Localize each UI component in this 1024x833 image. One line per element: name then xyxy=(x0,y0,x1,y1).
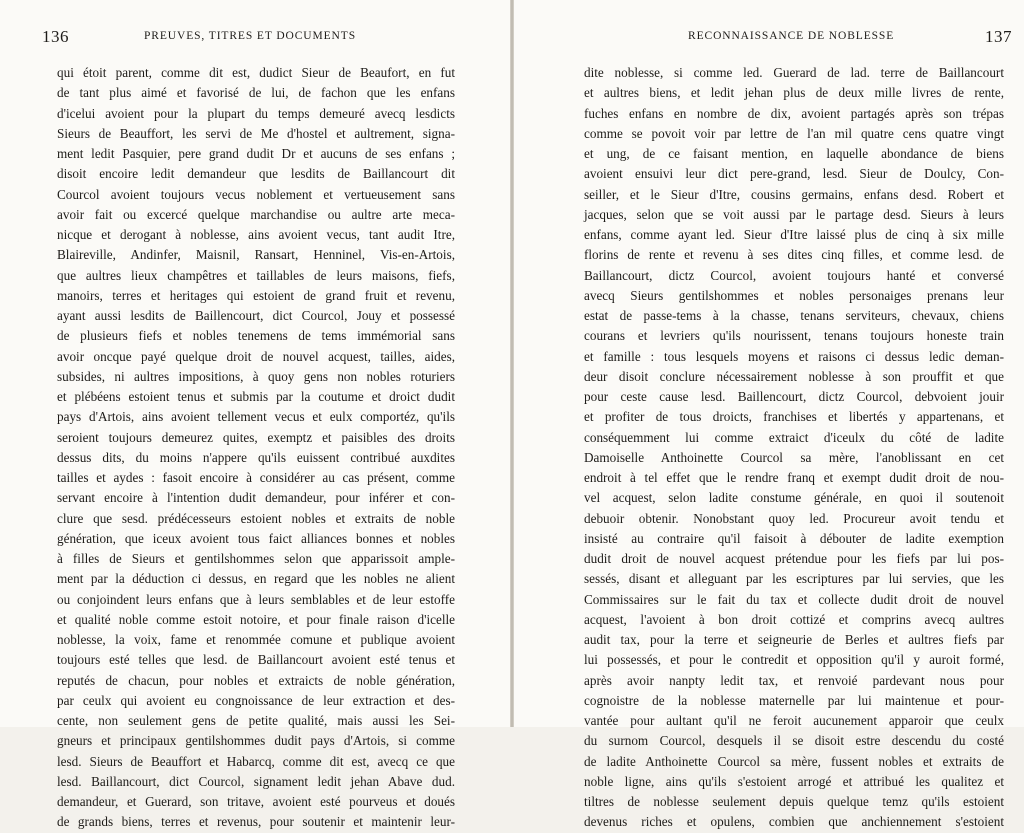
text-line: audit tax, pour la terre et seigneurie de Berles et aultres fiefs par xyxy=(584,632,1004,647)
text-line: acquest, l'avoient à bon droit cottizé et comprins avecq aultres xyxy=(584,611,1004,627)
text-line: lesd. Baillancourt, dict Courcol, signament ledit jehan Abave dud. xyxy=(57,773,455,789)
text-line: subsides, ni aultres impositions, à quoy gens non nobles roturiers xyxy=(57,368,455,384)
text-line: conséquemment lui comme extraict d'iceulx du côté de ladite xyxy=(584,429,1004,445)
right-header-title: RECONNAISSANCE DE NOBLESSE xyxy=(688,30,895,42)
text-line: Commissaires sur le fait du tax et collecte dudit droit de nouvel xyxy=(584,591,1004,607)
text-line: devenus riches et opulens, combien que anchiennement s'estoient xyxy=(584,814,1004,830)
text-line: comme se povoit voir par lettre de l'an mil quatre cens quatre vingt xyxy=(584,125,1004,141)
text-line: après avoir nanpty ledit tax, et renvoié pardevant nous pour xyxy=(584,672,1004,688)
text-line: deur disoit conclure nécessairement noblesse à son prouffit et que xyxy=(584,368,1004,384)
text-line: seiller, et le Sieur d'Itre, cousins germains, enfans desd. Robert et xyxy=(584,186,1004,202)
text-line: et aultres biens, et ledit jehan plus de deux mille livres de rente, xyxy=(584,85,1004,101)
text-line: que aultres lieux champêtres et taillables de leurs maisons, fiefs, xyxy=(57,267,455,283)
text-line: dessus dits, du moins n'appere qu'ils euissent contribué auxdites xyxy=(57,449,455,465)
text-line: nicque et derogant à noblesse, ains avoient vecus, tant audit Itre, xyxy=(57,227,455,242)
text-line: du surnom Courcol, desquels il se disoit estre descendu du costé xyxy=(584,733,1004,749)
text-line: fuches enfans en nombre de dix, avoient partagés après son trépas xyxy=(584,105,1004,121)
left-page xyxy=(0,0,510,830)
text-line: de plusieurs fiefs et nobles tenemens de tems immémorial sans xyxy=(57,328,455,344)
left-running-head xyxy=(42,27,474,50)
text-line: Damoiselle Anthoinette Courcol sa mère, l'anoblissant en cet xyxy=(584,449,1004,465)
text-line: qui étoit parent, comme dit est, dudict Sieur de Beaufort, en fut xyxy=(57,65,455,80)
text-line: clure que sesd. prédécesseurs estoient nobles et extraits de noble xyxy=(57,510,455,526)
text-line: et profiter de tous droicts, franchises et libertés y appartenans, et xyxy=(584,409,1004,425)
text-line: et qualité noble comme estoit notoire, et pour finale raison d'icelle xyxy=(57,611,455,627)
text-line: ayant aussi lesdits de Baillencourt, dict Courcol, Jouy et possessé xyxy=(57,308,455,323)
left-body-text xyxy=(57,63,455,833)
text-line: de grands biens, terres et revenus, pour soutenir et maintenir leur- xyxy=(57,814,455,830)
text-line: endroit à tel effet que le rendre franq et exempt dudit droit de nou- xyxy=(584,470,1004,485)
text-line: lesd. Sieurs de Beauffort et Habarcq, comme dit est, avecq ce que xyxy=(57,753,455,769)
text-line: avecq Sieurs gentilshommes et nobles personaiges prenans leur xyxy=(584,287,1004,303)
text-line: ou conjoindent leurs enfans que à leurs semblables et de leur estoffe xyxy=(57,591,455,607)
right-page-number: 137 xyxy=(985,27,1012,46)
text-line: enfans, comme ayant led. Sieur d'Itre laissé plus de cinq à six mille xyxy=(584,227,1004,242)
text-line: tailles et aydes : fasoit encoire à considérer au cas présent, comme xyxy=(57,470,455,485)
text-line: cente, non seulement gens de petite qualité, mais aussi les Sei- xyxy=(57,713,455,728)
text-line: ment par la déduction ci dessus, en regard que les nobles ne alient xyxy=(57,571,455,587)
text-line: pour ceste cause lesd. Baillencourt, dictz Courcol, debvoient jouir xyxy=(584,389,1004,404)
right-body-text xyxy=(584,63,1004,833)
text-line: gneurs et principaux gentilshommes dudit pays d'Artois, si comme xyxy=(57,733,455,749)
text-line: reputés de chacun, pour nobles et extraicts de noble génération, xyxy=(57,672,455,688)
text-line: Baillancourt, dictz Courcol, avoient toujours hanté et conversé xyxy=(584,267,1004,283)
text-line: noblesse, la voix, fame et renommée comune et publique avoient xyxy=(57,632,455,647)
text-line: lui possessés, et pour le contredit et opposition qu'il y auroit formé, xyxy=(584,652,1004,668)
text-line: courans et levriers qu'ils nourissent, tenans toujours honeste train xyxy=(584,328,1004,344)
text-line: jacques, selon que se voit aussi par le partage desd. Sieurs à leurs xyxy=(584,206,1004,222)
text-line: Blaireville, Andinfer, Maisnil, Ransart, Henninel, Vis-en-Artois, xyxy=(57,247,455,263)
text-line: seroient toujours demeurez quites, exemptz et paisibles des droits xyxy=(57,429,455,445)
text-line: demandeur, et Guerard, son tritave, avoient esté pourveus et doués xyxy=(57,794,455,809)
text-line: à filles de Sieurs et gentilshommes selon que apparissoit ample- xyxy=(57,551,455,566)
text-line: tiltres de noblesse seulement depuis quelque temz qu'ils estoient xyxy=(584,794,1004,809)
text-line: Sieurs de Beauffort, les servi de Me d'hostel et aultrement, signa- xyxy=(57,125,455,141)
text-line: florins de rente et revenu à ses dites cinq filles, et comme lesd. de xyxy=(584,247,1004,263)
text-line: vantée pour aultant qu'il ne feroit aucunement apparoir que ceulx xyxy=(584,713,1004,728)
text-line: cognoistre de la noblesse maternelle par lui maintenue et pour- xyxy=(584,692,1004,708)
text-line: avoient ensuivi leur dict pere-grand, lesd. Sieur de Doulcy, Con- xyxy=(584,166,1004,182)
text-line: sessés, disant et alleguant par les escriptures par lui servies, que les xyxy=(584,571,1004,587)
text-line: dite noblesse, si comme led. Guerard de lad. terre de Baillancourt xyxy=(584,65,1004,80)
text-line: d'icelui avoient pour la plupart du temps demeuré avecq lesdicts xyxy=(57,105,455,121)
text-line: de ladite Anthoinette Courcol sa mère, fussent nobles et extraits de xyxy=(584,753,1004,769)
text-line: insisté au contraire qu'il faisoit à débouter de ladite exemption xyxy=(584,530,1004,546)
text-line: vel acquest, selon ladite constume générale, en quoi il soutenoit xyxy=(584,490,1004,506)
text-line: et plébéens estoient tenus et submis par la coutume et droict dudit xyxy=(57,389,455,404)
text-line: disoit encoire ledit demandeur que lesdits de Baillancourt dit xyxy=(57,166,455,182)
text-line: dudit droit de nouvel acquest prétendue pour les fiefs par lui pos- xyxy=(584,551,1004,566)
text-line: manoirs, terres et heritages qui estoient de grand fruit et revenu, xyxy=(57,287,455,303)
right-page xyxy=(514,0,1024,830)
right-running-head xyxy=(584,27,1012,50)
text-line: avoir fait ou excercé quelque marchandise ou aultre arte meca- xyxy=(57,206,455,222)
text-line: et ung, de ce faisant mention, en laquelle abondance de biens xyxy=(584,146,1004,161)
text-line: génération, que iceux avoient tous faict alliances bonnes et nobles xyxy=(57,530,455,546)
text-line: toujours esté telles que lesd. de Baillancourt avoient esté tenus et xyxy=(57,652,455,668)
text-line: debuoir obtenir. Nonobstant quoy led. Procureur avoit tendu et xyxy=(584,510,1004,526)
left-header-title: PREUVES, TITRES ET DOCUMENTS xyxy=(144,30,356,42)
text-line: par ceulx qui avoient eu congnoissance de leur extraction et des- xyxy=(57,692,455,708)
text-line: et famille : tous lesquels moyens et raisons ci dessus ledic deman- xyxy=(584,348,1004,364)
left-page-number: 136 xyxy=(42,27,69,46)
text-line: ment ledit Pasquier, pere grand dudit Dr et aucuns de ses enfans ; xyxy=(57,146,455,161)
text-line: servant encoire à l'intention dudit demandeur, pour inférer et con- xyxy=(57,490,455,506)
text-line: noble ligne, ains qu'ils s'estoient arrogé et attribué les qualitez et xyxy=(584,773,1004,789)
text-line: estat de passe-tems à la chasse, tenans serviteurs, chevaux, chiens xyxy=(584,308,1004,323)
text-line: de tant plus aimé et favorisé de lui, de fachon que les enfans xyxy=(57,85,455,101)
text-line: Courcol avoient toujours vecus noblement et vertueusement sans xyxy=(57,186,455,202)
text-line: pays d'Artois, ains avoient tellement vecus et eulx comportéz, qu'ils xyxy=(57,409,455,425)
text-line: avoir oncque payé quelque droit de nouvel acquest, tailles, aides, xyxy=(57,348,455,364)
